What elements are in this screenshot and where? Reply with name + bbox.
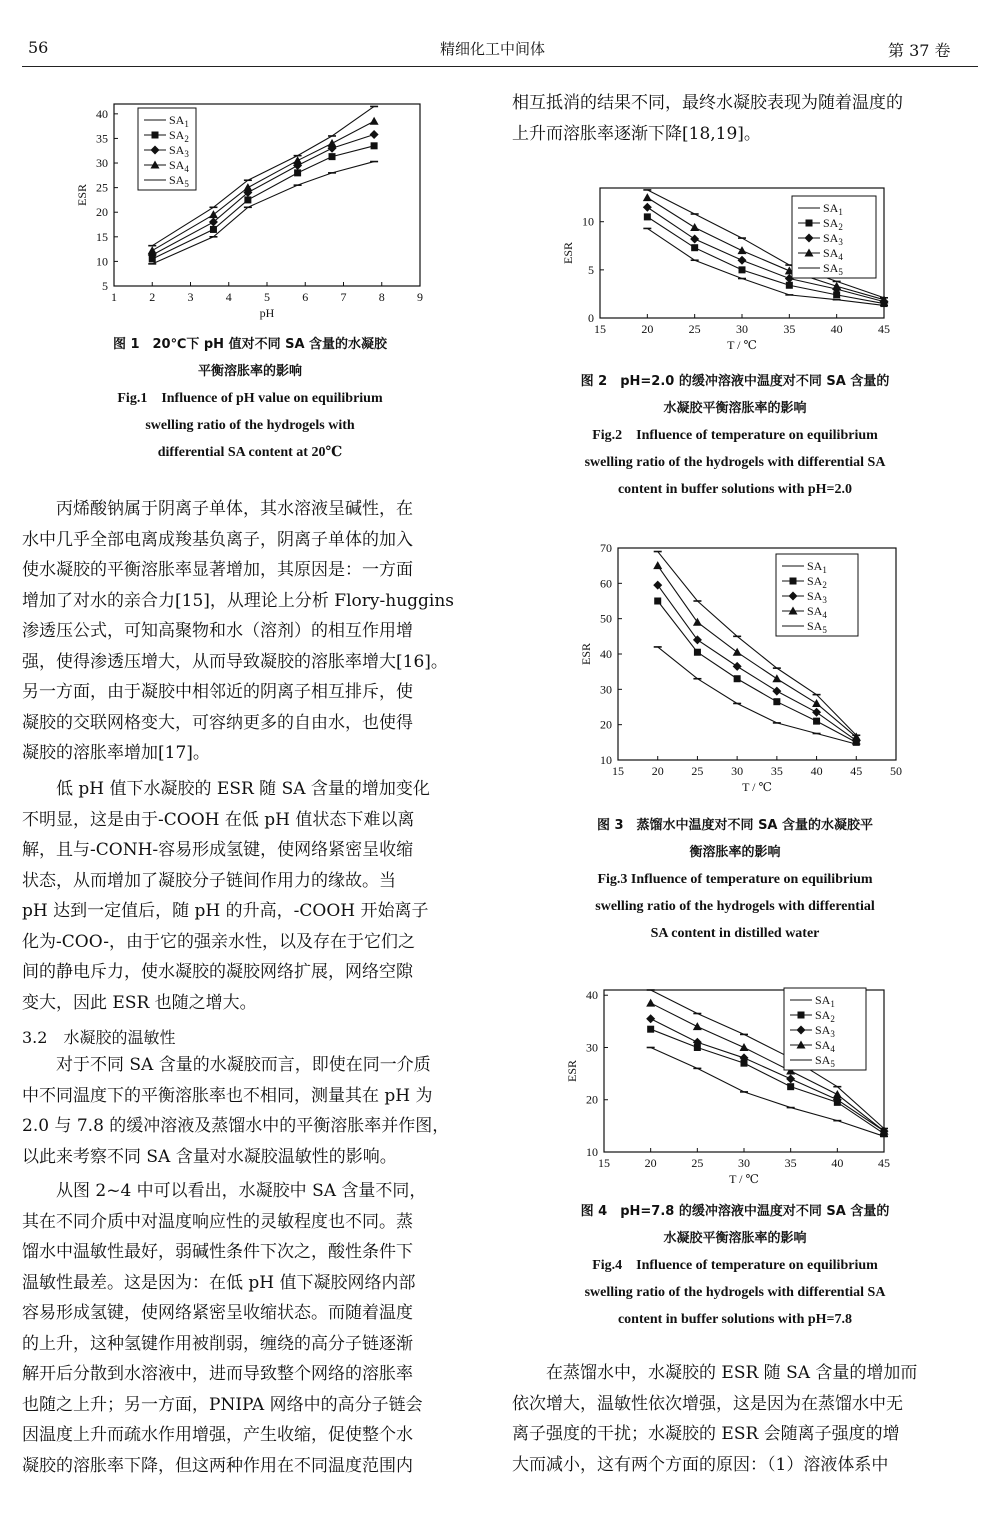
paragraph-4 xyxy=(22,1176,472,1481)
y-tick-label: 10 xyxy=(586,1145,598,1159)
legend-label: $SA_1$ xyxy=(823,201,843,217)
y-tick-label: 35 xyxy=(96,131,108,146)
data-point xyxy=(243,183,252,191)
x-axis-label: pH xyxy=(259,306,275,320)
figure-2-caption-en xyxy=(520,422,950,503)
text-line: 不明显，这是由于-COOH 在低 pH 值状态下难以离 xyxy=(22,809,415,830)
x-axis-label: T / ℃ xyxy=(742,780,772,794)
legend xyxy=(792,196,876,278)
figure-3-caption-cn xyxy=(530,812,940,866)
paragraph-1 xyxy=(22,494,472,769)
data-point xyxy=(694,649,701,656)
caption-line: 平衡溶胀率的影响 xyxy=(197,364,302,379)
data-point xyxy=(148,246,157,254)
x-tick-label: 40 xyxy=(830,322,843,336)
caption-line: 图 2 pH=2.0 的缓冲溶液中温度对不同 SA 含量的 xyxy=(580,374,890,389)
legend-label: $SA_2$ xyxy=(807,574,827,590)
paragraph-right-bottom xyxy=(512,1358,964,1480)
legend-label: $SA_2$ xyxy=(823,216,843,232)
text-line: 上升而溶胀率逐渐下降[18,19]。 xyxy=(512,123,761,144)
caption-line: 图 3 蒸馏水中温度对不同 SA 含量的水凝胶平 xyxy=(596,818,874,833)
data-point xyxy=(244,196,251,203)
figure-1-caption-en xyxy=(40,385,460,466)
caption-line: swelling ratio of the hydrogels with differential xyxy=(595,899,875,914)
data-point xyxy=(371,142,378,149)
x-tick-label: 2 xyxy=(149,290,156,304)
x-tick-label: 30 xyxy=(736,322,748,336)
text-line: 增加了对水的亲合力[15]，从理论上分析 Flory-huggins xyxy=(22,590,455,611)
legend-label: $SA_3$ xyxy=(807,589,827,605)
figure-1-caption-cn xyxy=(60,331,440,385)
text-line: 在蒸馏水中，水凝胶的 ESR 随 SA 含量的增加而 xyxy=(546,1363,918,1383)
data-point xyxy=(643,193,652,201)
paragraph-3 xyxy=(22,1050,472,1172)
caption-line: 图 1 20℃下 pH 值对不同 SA 含量的水凝胶 xyxy=(112,337,388,352)
x-axis-label: T / ℃ xyxy=(729,1172,759,1186)
caption-line: Fig.3 Influence of temperature on equilibrium xyxy=(597,872,873,887)
x-tick-label: 1 xyxy=(111,290,117,304)
data-point xyxy=(812,699,821,707)
text-line: 渗透压公式，可知高聚物和水（溶剂）的相互作用增 xyxy=(22,621,413,641)
series-line xyxy=(658,647,857,744)
text-line: 丙烯酸钠属于阴离子单体，其水溶液呈碱性，在 xyxy=(56,499,413,519)
y-tick-label: 70 xyxy=(600,541,612,555)
legend-label: $SA_4$ xyxy=(807,604,827,620)
caption-line: Fig.1 Influence of pH value on equilibrium xyxy=(117,391,383,406)
caption-line: SA content in distilled water xyxy=(650,926,820,941)
data-point xyxy=(653,581,662,590)
data-point xyxy=(813,718,820,725)
data-point xyxy=(690,223,699,231)
y-axis-label: ESR xyxy=(75,183,89,207)
y-tick-label: 40 xyxy=(600,647,612,661)
x-tick-label: 50 xyxy=(890,764,902,778)
text-line: 使水凝胶的平衡溶胀率显著增加，其原因是：一方面 xyxy=(22,560,413,580)
legend-label: $SA_4$ xyxy=(823,246,843,262)
x-axis-label: T / ℃ xyxy=(727,338,757,352)
x-tick-label: 45 xyxy=(850,764,863,778)
text-line: 中不同温度下的平衡溶胀率也不相同，测量其在 pH 为 xyxy=(22,1085,433,1106)
legend-label: $SA_5$ xyxy=(807,619,827,635)
text-line: 对于不同 SA 含量的水凝胶而言，即使在同一介质 xyxy=(56,1055,431,1075)
data-point xyxy=(693,1022,702,1030)
text-line: 其在不同介质中对温度响应性的灵敏程度也不同。蒸 xyxy=(22,1211,413,1232)
data-point xyxy=(738,256,747,265)
legend-label: $SA_3$ xyxy=(169,143,189,159)
data-point xyxy=(812,708,821,717)
text-line: 强，使得渗透压增大，从而导致凝胶的溶胀率增大[16]。 xyxy=(22,651,448,672)
x-tick-label: 30 xyxy=(731,764,744,778)
x-tick-label: 25 xyxy=(691,1156,704,1170)
x-tick-label: 35 xyxy=(770,764,783,778)
data-point xyxy=(210,226,217,233)
x-tick-label: 15 xyxy=(598,1156,610,1170)
legend xyxy=(776,554,858,636)
y-tick-label: 20 xyxy=(586,1092,598,1107)
caption-line: content in buffer solutions with pH=2.0 xyxy=(617,482,853,497)
legend-marker xyxy=(798,1012,805,1019)
caption-line: 水凝胶平衡溶胀率的影响 xyxy=(663,1231,807,1246)
legend-label: $SA_1$ xyxy=(169,113,189,129)
legend-label: $SA_3$ xyxy=(823,231,843,247)
y-tick-label: 40 xyxy=(586,988,598,1003)
data-point xyxy=(693,618,702,626)
data-point xyxy=(370,130,379,139)
legend-label: $SA_2$ xyxy=(815,1008,835,1024)
text-line: 状态，从而增加了凝胶分子链间作用力的缘故。当 xyxy=(22,870,396,891)
x-tick-label: 20 xyxy=(641,322,654,336)
caption-line: content in buffer solutions with pH=7.8 xyxy=(617,1312,853,1327)
series-sa1 xyxy=(654,647,861,744)
caption-line: 水凝胶平衡溶胀率的影响 xyxy=(663,401,807,416)
y-tick-label: 20 xyxy=(96,205,108,220)
text-line: 水中几乎全部电离成羧基负离子，阴离子单体的加入 xyxy=(22,529,413,550)
text-line: 温敏性最差。这是因为：在低 pH 值下凝胶网络内部 xyxy=(22,1272,416,1293)
y-tick-label: 25 xyxy=(96,180,108,195)
y-axis-label: ESR xyxy=(561,241,575,265)
x-tick-label: 4 xyxy=(225,290,232,304)
data-point xyxy=(691,244,698,251)
x-tick-label: 5 xyxy=(264,290,270,304)
figure-3-chart xyxy=(570,538,910,806)
data-point xyxy=(643,203,652,212)
x-tick-label: 15 xyxy=(594,322,606,336)
y-tick-label: 10 xyxy=(96,254,108,269)
x-tick-label: 3 xyxy=(187,290,194,304)
figure-3-caption-en xyxy=(520,866,950,947)
y-tick-label: 50 xyxy=(600,611,612,626)
y-axis-label: ESR xyxy=(565,1059,579,1083)
legend-label: $SA_5$ xyxy=(823,261,843,277)
data-point xyxy=(773,698,780,705)
volume: 第 37 卷 xyxy=(888,41,951,60)
legend xyxy=(138,108,196,190)
legend xyxy=(784,988,866,1070)
x-tick-label: 45 xyxy=(878,322,890,336)
x-tick-label: 7 xyxy=(340,290,347,304)
x-tick-label: 15 xyxy=(612,764,624,778)
text-line: 因温度上升而疏水作用增强，产生收缩，促使整个水 xyxy=(22,1425,413,1445)
x-tick-label: 20 xyxy=(644,1156,657,1170)
figure-1-chart xyxy=(70,96,450,321)
x-tick-label: 40 xyxy=(810,764,823,778)
text-line: 从图 2~4 中可以看出，水凝胶中 SA 含量不同， xyxy=(56,1181,427,1201)
legend-label: $SA_1$ xyxy=(807,559,827,575)
data-point xyxy=(738,246,747,254)
text-line: 馏水中温敏性最好，弱碱性条件下次之，酸性条件下 xyxy=(22,1242,413,1262)
text-line: 解，且与-CONH-容易形成氢键，使网络紧密呈收缩 xyxy=(22,840,414,860)
y-axis-label: ESR xyxy=(579,642,593,666)
text-line: 相互抵消的结果不同，最终水凝胶表现为随着温度的 xyxy=(512,93,903,113)
data-point xyxy=(646,1014,655,1023)
text-line: 解开后分散到水溶液中，进而导致整个网络的溶胀率 xyxy=(22,1364,413,1384)
text-line: 凝胶的溶胀率增加[17]。 xyxy=(22,743,210,763)
data-point xyxy=(209,210,218,218)
y-tick-label: 10 xyxy=(600,753,612,767)
figure-4-caption-en xyxy=(520,1252,950,1333)
text-line: 低 pH 值下水凝胶的 ESR 随 SA 含量的增加变化 xyxy=(56,779,430,799)
data-point xyxy=(653,561,662,569)
figure-4-caption-cn xyxy=(530,1198,940,1252)
x-tick-label: 6 xyxy=(302,290,309,304)
text-line: 大而减小，这有两个方面的原因：（1）溶液体系中 xyxy=(512,1454,889,1475)
y-tick-label: 0 xyxy=(588,311,594,325)
x-tick-label: 35 xyxy=(783,322,796,336)
data-point xyxy=(329,153,336,160)
data-point xyxy=(772,674,781,682)
caption-line: swelling ratio of the hydrogels with xyxy=(145,418,355,433)
journal-title: 精细化工中间体 xyxy=(440,40,546,58)
text-line: 依次增大，温敏性依次增强，这是因为在蒸馏水中无 xyxy=(512,1393,903,1414)
y-tick-label: 40 xyxy=(96,106,108,121)
x-tick-label: 25 xyxy=(691,764,704,778)
data-point xyxy=(734,675,741,682)
x-tick-label: 8 xyxy=(378,290,385,304)
data-point xyxy=(733,648,742,656)
caption-line: 图 4 pH=7.8 的缓冲溶液中温度对不同 SA 含量的 xyxy=(580,1204,890,1219)
data-point xyxy=(370,117,379,125)
legend-marker xyxy=(790,578,797,585)
y-tick-label: 20 xyxy=(600,717,612,732)
caption-line: Fig.2 Influence of temperature on equilibrium xyxy=(592,428,878,443)
page-number: 56 xyxy=(28,38,49,57)
data-point xyxy=(647,1026,654,1033)
data-point xyxy=(644,213,651,220)
section-heading: 3.2 水凝胶的温敏性 xyxy=(22,1028,176,1047)
caption-line: Fig.4 Influence of temperature on equilibrium xyxy=(592,1258,878,1273)
text-line: 凝胶的溶胀率下降，但这两种作用在不同温度范围内 xyxy=(22,1455,413,1476)
x-tick-label: 35 xyxy=(784,1156,797,1170)
text-line: 的上升，这种氢键作用被削弱，缠绕的高分子链逐渐 xyxy=(22,1333,413,1354)
legend-marker xyxy=(806,220,813,227)
legend-label: $SA_5$ xyxy=(169,173,189,189)
y-tick-label: 30 xyxy=(600,682,612,697)
text-line: 变大，因此 ESR 也随之增大。 xyxy=(22,992,257,1013)
text-line: 凝胶的交联网格变大，可容纳更多的自由水，也使得 xyxy=(22,712,413,733)
data-point xyxy=(690,235,699,244)
legend-label: $SA_1$ xyxy=(815,993,835,1009)
text-line: pH 达到一定值后，随 pH 的升高，-COOH 开始离子 xyxy=(22,901,429,921)
figure-4-chart xyxy=(560,980,905,1195)
x-tick-label: 9 xyxy=(417,290,423,304)
paragraph-2 xyxy=(22,774,472,1018)
data-point xyxy=(786,1074,795,1083)
figure-2-chart xyxy=(560,178,910,366)
data-point xyxy=(654,598,661,605)
legend-label: $SA_5$ xyxy=(815,1053,835,1069)
y-tick-label: 60 xyxy=(600,576,612,591)
data-point xyxy=(294,169,301,176)
y-tick-label: 5 xyxy=(102,279,108,293)
y-tick-label: 30 xyxy=(586,1040,598,1055)
x-tick-label: 30 xyxy=(738,1156,750,1170)
paragraph-right-top xyxy=(512,88,964,149)
caption-line: differential SA content at 20℃ xyxy=(157,445,343,460)
data-point xyxy=(787,1083,794,1090)
legend-label: $SA_4$ xyxy=(815,1038,835,1054)
data-point xyxy=(733,662,742,671)
x-tick-label: 45 xyxy=(878,1156,890,1170)
text-line: 容易形成氢键，使网络紧密呈收缩状态。而随着温度 xyxy=(22,1303,413,1323)
data-point xyxy=(328,139,337,147)
data-point xyxy=(739,266,746,273)
legend-marker xyxy=(152,132,159,139)
y-tick-label: 5 xyxy=(588,262,594,277)
legend-label: $SA_3$ xyxy=(815,1023,835,1039)
data-point xyxy=(646,999,655,1007)
data-point xyxy=(740,1043,749,1051)
legend-label: $SA_2$ xyxy=(169,128,189,144)
data-point xyxy=(772,687,781,696)
text-line: 也随之上升；另一方面，PNIPA 网络中的高分子链会 xyxy=(22,1394,423,1415)
figure-2-caption-cn xyxy=(530,368,940,422)
y-tick-label: 15 xyxy=(96,229,108,244)
legend-label: $SA_4$ xyxy=(169,158,189,174)
x-tick-label: 40 xyxy=(831,1156,844,1170)
text-line: 2.0 与 7.8 的缓冲溶液及蒸馏水中的平衡溶胀率并作图， xyxy=(22,1116,450,1136)
text-line: 另一方面，由于凝胶中相邻近的阴离子相互排斥，使 xyxy=(22,682,413,702)
data-point xyxy=(833,1090,842,1098)
caption-line: swelling ratio of the hydrogels with differential SA xyxy=(584,455,886,470)
x-tick-label: 25 xyxy=(688,322,701,336)
data-point xyxy=(693,635,702,644)
y-tick-label: 30 xyxy=(96,156,108,171)
text-line: 化为-COO-，由于它的强亲水性，以及存在于它们之 xyxy=(22,931,415,952)
text-line: 离子强度的干扰；水凝胶的 ESR 会随离子强度的增 xyxy=(512,1424,900,1444)
caption-line: swelling ratio of the hydrogels with differential SA xyxy=(584,1285,886,1300)
y-tick-label: 10 xyxy=(582,214,594,229)
x-tick-label: 20 xyxy=(651,764,664,778)
caption-line: 衡溶胀率的影响 xyxy=(689,845,781,860)
text-line: 以此来考察不同 SA 含量对水凝胶温敏性的影响。 xyxy=(22,1146,397,1167)
header-rule xyxy=(22,66,978,67)
text-line: 间的静电斥力，使水凝胶的凝胶网络扩展，网络空隙 xyxy=(22,962,413,982)
